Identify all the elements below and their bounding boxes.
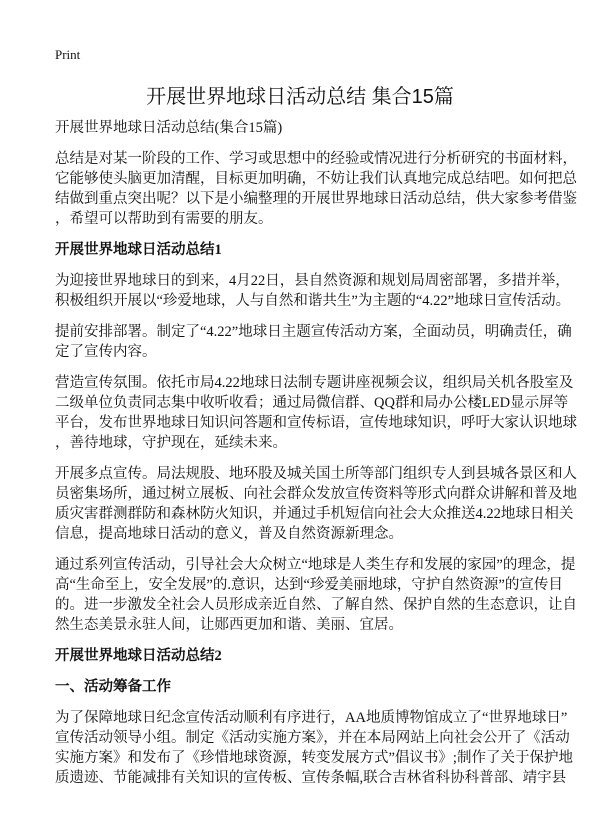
text-line: 总结是对某一阶段的工作、学习或思想中的经验或情况进行分析研究的书面材料，	[55, 151, 577, 167]
text-line: 宣传活动领导小组。制定《活动实施方案》，并在本局网站上向社会公开了《活动	[55, 730, 570, 746]
section-heading	[55, 240, 555, 260]
text-line: 的。进一步激发全社会人员形成亲近自然、了解自然、保护自然的生态意识，让自	[55, 597, 577, 613]
paragraph	[55, 149, 577, 229]
text-line: 为了保障地球日纪念宣传活动顺利有序进行，AA地质博物馆成立了“世界地球日”	[55, 710, 568, 726]
section-heading	[55, 646, 555, 666]
text-line: 员密集场所，通过树立展板、向社会群众发放宣传资料等形式向群众讲解和普及地	[55, 486, 577, 502]
section-heading	[55, 677, 555, 697]
paragraph	[55, 271, 571, 311]
text-line: 信息，提高地球日活动的意义，普及自然资源新理念。	[55, 526, 403, 542]
print-link[interactable]: Print	[55, 47, 81, 62]
paragraph	[55, 322, 572, 362]
text-line: 质遗迹、节能减排有关知识的宣传板、宣传条幅,联合吉林省科协科普部、靖宇县	[55, 770, 567, 786]
text-line: 二级单位负责同志集中收听收看；通过局微信群、QQ群和局办公楼LED显示屏等	[55, 395, 569, 411]
text-line: 提前安排部署。制定了“4.22”地球日主题宣传活动方案，全面动员，明确责任，确	[55, 324, 572, 340]
text-line: 积极组织开展以“珍爱地球，人与自然和谐共生”为主题的“4.22”地球日宣传活动。	[55, 293, 571, 309]
text-line: 实施方案》和发布了《珍惜地球资源，转变发展方式”倡议书》;制作了关于保护地	[55, 750, 573, 766]
paragraph	[55, 464, 577, 544]
text-line: 通过系列宣传活动，引导社会大众树立“地球是人类生存和发展的家园”的理念，提	[55, 557, 576, 573]
text-line: 开展世界地球日活动总结2	[55, 648, 222, 664]
paragraph	[55, 555, 577, 635]
text-line: ，希望可以帮助到有需要的朋友。	[55, 211, 273, 227]
text-line: 它能够使头脑更加清醒，目标更加明确，不妨让我们认真地完成总结吧。如何把总	[55, 171, 577, 187]
text-line: 然生态美景永驻人间，让郧西更加和谐、美丽、宜居。	[55, 617, 403, 633]
paragraph	[55, 708, 573, 788]
text-line: 开展世界地球日活动总结(集合15篇)	[55, 120, 283, 136]
text-line: 高“生命至上，安全发展”的.意识，达到“珍爱美丽地球，守护自然资源”的宣传目	[55, 577, 563, 593]
text-line: 开展世界地球日活动总结1	[55, 242, 222, 258]
text-line: 为迎接世界地球日的到来，4月22日，县自然资源和规划局周密部署，多措并举，	[55, 273, 570, 289]
paragraph	[55, 118, 555, 138]
document-body	[55, 118, 577, 799]
text-line: 营造宣传氛围。依托市局4.22地球日法制专题讲座视频会议，组织局关机各股室及	[55, 375, 574, 391]
text-line: 平台，发布世界地球日知识问答题和宣传标语，宣传地球知识，呼吁大家认识地球	[55, 415, 577, 431]
text-line: 定了宣传内容。	[55, 344, 157, 360]
paragraph	[55, 373, 577, 453]
text-line: ，善待地球，守护现在，延续未来。	[55, 435, 287, 451]
text-line: 质灾害群测群防和森林防火知识，并通过手机短信向社会大众推送4.22地球日相关	[55, 506, 574, 522]
page-title: 开展世界地球日活动总结 集合15篇	[146, 86, 454, 108]
text-line: 一、活动筹备工作	[55, 679, 171, 695]
text-line: 开展多点宣传。局法规股、地环股及城关国土所等部门组织专人到县城各景区和人	[55, 466, 577, 482]
text-line: 结做到重点突出呢？以下是小编整理的开展世界地球日活动总结，供大家参考借鉴	[55, 191, 577, 207]
